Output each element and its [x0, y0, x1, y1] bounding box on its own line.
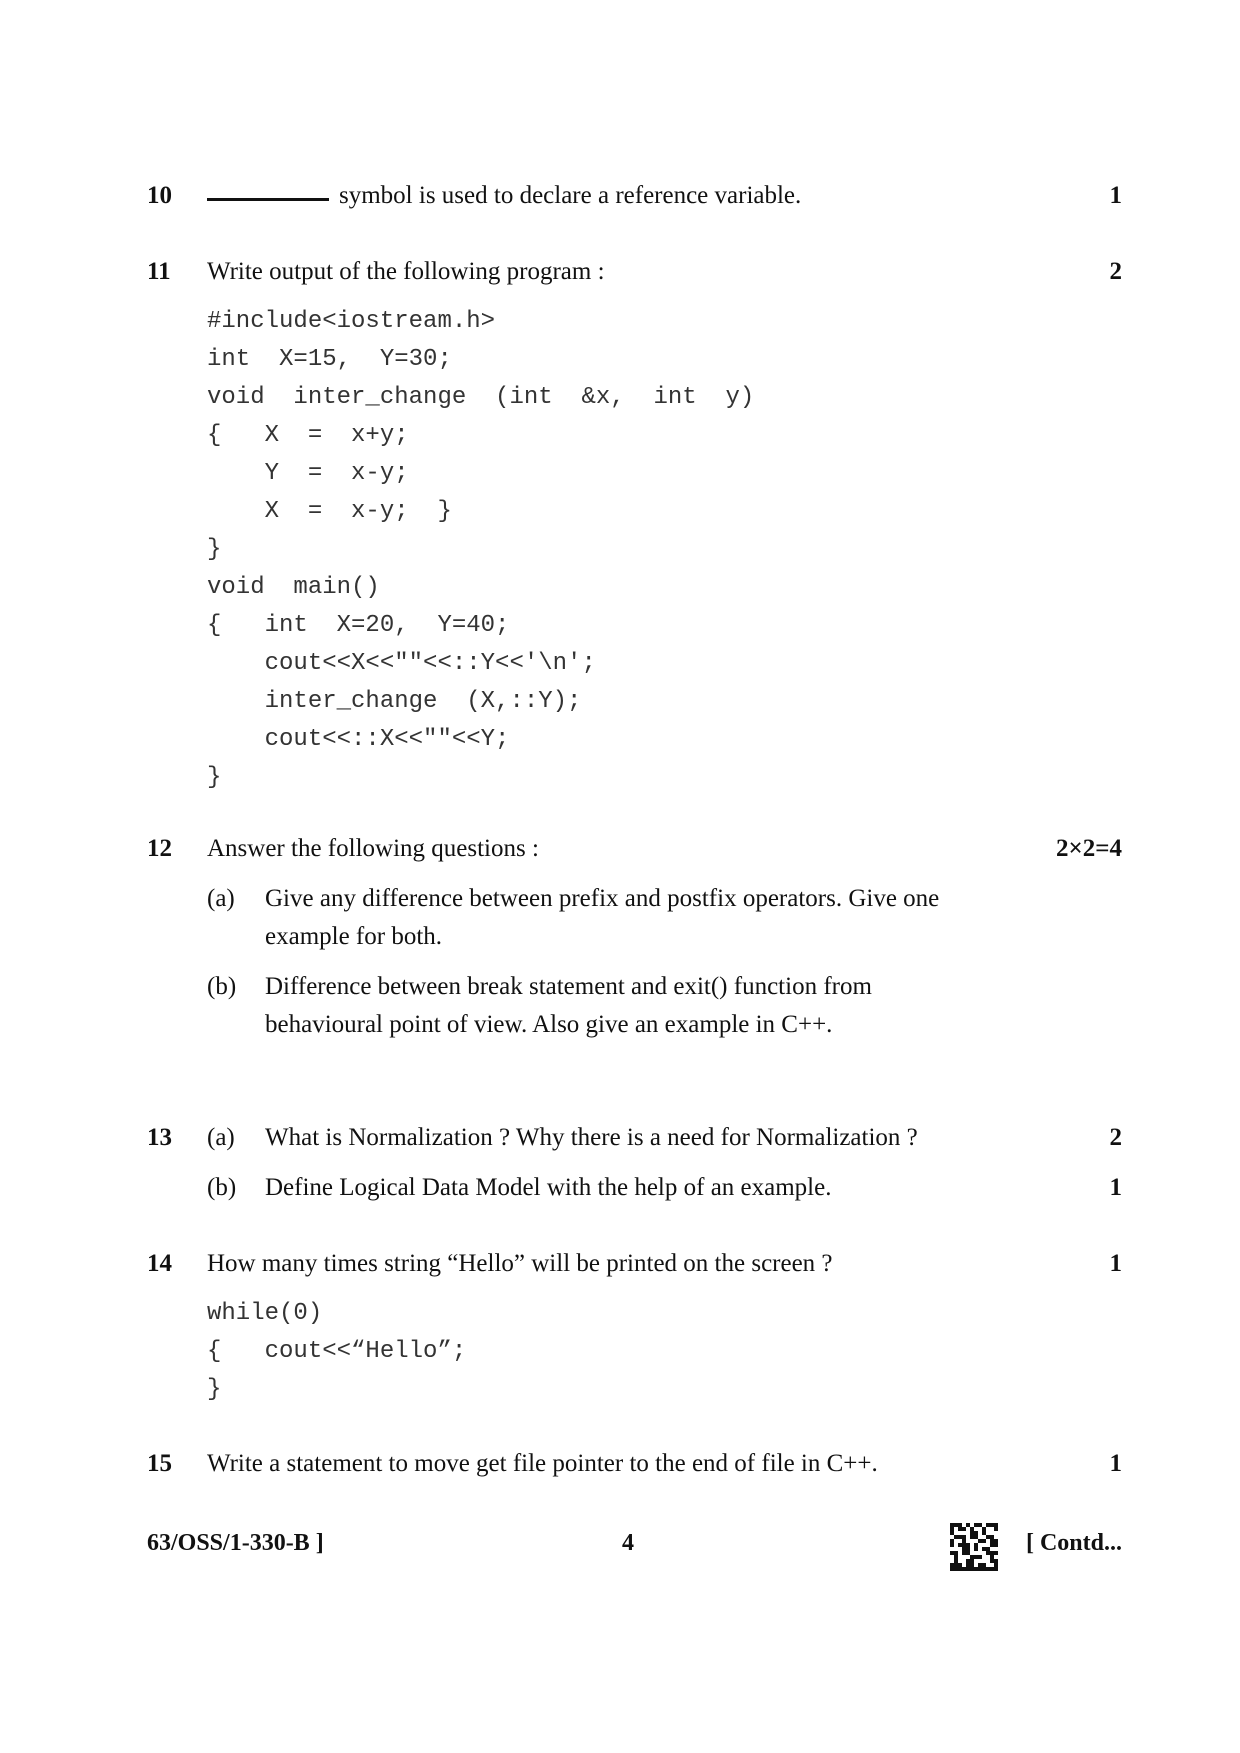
code-line: int X=15, Y=30;	[207, 346, 452, 373]
question-10-marks: 1	[1109, 182, 1122, 209]
question-12a-line1: Give any difference between prefix and postfix operators. Give one	[265, 885, 940, 912]
continued-label: [ Contd...	[1025, 1530, 1122, 1556]
code-line: }	[207, 536, 222, 563]
question-11-text: Write output of the following program :	[207, 258, 605, 285]
code-line: cout<<X<<""<<::Y<<'\n';	[207, 650, 596, 677]
question-13a-text: What is Normalization ? Why there is a need for Normalization ?	[265, 1124, 918, 1151]
question-12-marks: 2×2=4	[1056, 835, 1122, 862]
question-14-code	[207, 1295, 466, 1409]
code-line: void main()	[207, 574, 380, 601]
question-10-text	[207, 182, 801, 210]
question-12-number: 12	[147, 835, 172, 862]
code-line: Y = x-y;	[207, 460, 409, 487]
question-12b-line1: Difference between break statement and exit() function from	[265, 973, 872, 1000]
question-10-number: 10	[147, 182, 172, 209]
code-line: }	[207, 1376, 222, 1403]
question-13b-label: (b)	[207, 1174, 237, 1201]
question-15-text: Write a statement to move get file pointer to the end of file in C++.	[207, 1450, 878, 1477]
code-line: { cout<<“Hello”;	[207, 1338, 467, 1365]
question-15-number: 15	[147, 1450, 172, 1477]
question-12a-label: (a)	[207, 885, 235, 912]
code-line: cout<<::X<<""<<Y;	[207, 726, 510, 753]
question-11-number: 11	[147, 258, 171, 285]
code-line: inter_change (X,::Y);	[207, 688, 582, 715]
code-line: void inter_change (int &x, int y)	[207, 384, 755, 411]
question-12b-line2: behavioural point of view. Also give an example in C++.	[265, 1011, 833, 1038]
question-11-marks: 2	[1109, 258, 1122, 285]
question-13b-text: Define Logical Data Model with the help of an example.	[265, 1174, 832, 1201]
code-line: }	[207, 764, 222, 791]
question-15-marks: 1	[1109, 1450, 1122, 1477]
question-10-stem: symbol is used to declare a reference variable.	[339, 182, 802, 209]
code-line: { X = x+y;	[207, 422, 409, 449]
question-12b-label: (b)	[207, 973, 237, 1000]
question-13a-marks: 2	[1109, 1124, 1122, 1151]
page-number: 4	[622, 1530, 634, 1556]
question-12-text: Answer the following questions :	[207, 835, 539, 862]
fill-in-blank	[207, 198, 329, 201]
code-line: #include<iostream.h>	[207, 308, 496, 335]
question-11-code	[207, 303, 754, 797]
question-14-number: 14	[147, 1250, 172, 1277]
question-13-number: 13	[147, 1124, 172, 1151]
question-14-text: How many times string “Hello” will be printed on the screen ?	[207, 1250, 833, 1277]
question-14-marks: 1	[1109, 1250, 1122, 1277]
paper-code: 63/OSS/1-330-B ]	[147, 1530, 324, 1556]
question-12a-line2: example for both.	[265, 923, 443, 950]
code-line: X = x-y; }	[207, 498, 452, 525]
question-13b-marks: 1	[1109, 1174, 1122, 1201]
code-line: { int X=20, Y=40;	[207, 612, 510, 639]
question-13a-label: (a)	[207, 1124, 235, 1151]
code-line: while(0)	[207, 1300, 323, 1327]
qr-code-icon	[950, 1523, 998, 1571]
